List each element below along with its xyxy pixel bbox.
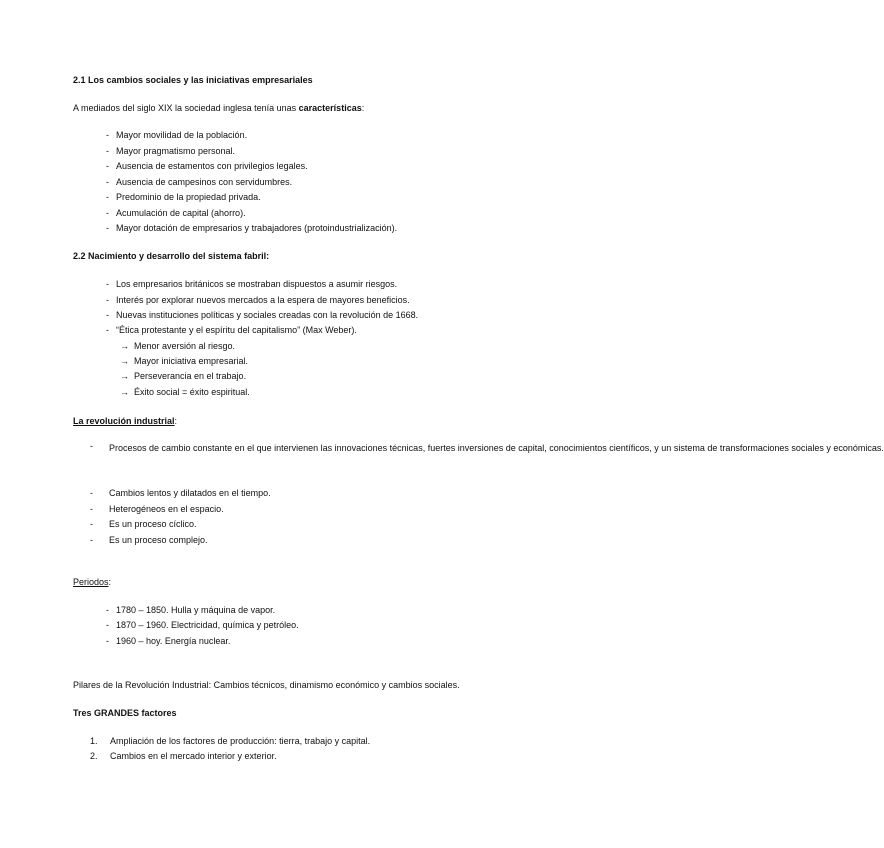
dash-bullet: - <box>106 310 109 320</box>
list-item: - Interés por explorar nuevos mercados a la espera de mayores beneficios. <box>106 295 410 305</box>
pilares-text: Pilares de la Revolución Industrial: Cambios técnicos, dinamismo económico y cambios sociales. <box>73 680 460 690</box>
dash-bullet: - <box>106 192 109 202</box>
list-item: 1. Ampliación de los factores de producción: tierra, trabajo y capital. <box>90 736 371 746</box>
dash-bullet: - <box>106 295 109 305</box>
arrow-right-icon: → <box>120 371 129 381</box>
list-item: - 1870 – 1960. Electricidad, química y petróleo. <box>106 620 299 630</box>
dash-bullet: - <box>106 279 109 289</box>
factores-title: Tres GRANDES factores <box>73 708 177 718</box>
dash-bullet: - <box>90 488 93 498</box>
list-item: 2. Cambios en el mercado interior y exterior. <box>90 751 277 761</box>
list-item: - Acumulación de capital (ahorro). <box>106 208 246 218</box>
intro-suffix: : <box>361 103 365 113</box>
dash-bullet: - <box>106 177 109 187</box>
list-item: - “Ética protestante y el espíritu del capitalismo” (Max Weber). <box>106 325 357 335</box>
list-item: - Mayor dotación de empresarios y trabajadores (protoindustrialización). <box>106 223 398 233</box>
list-item: - Cambios lentos y dilatados en el tiempo. <box>90 488 271 498</box>
list-item: - 1780 – 1850. Hulla y máquina de vapor. <box>106 605 276 615</box>
list-item: - Los empresarios británicos se mostraban dispuestos a asumir riesgos. <box>106 279 398 289</box>
list-item: - Mayor pragmatismo personal. <box>106 146 236 156</box>
dash-bullet: - <box>90 519 93 529</box>
list-item: - Nuevas instituciones políticas y sociales creadas con la revolución de 1668. <box>106 310 419 320</box>
list-item: - Ausencia de estamentos con privilegios legales. <box>106 161 308 171</box>
arrow-item: → Perseverancia en el trabajo. <box>120 371 247 381</box>
dash-bullet: - <box>90 535 93 545</box>
arrow-right-icon: → <box>120 356 129 366</box>
periodos-heading: Periodos: <box>73 577 112 587</box>
dash-bullet: - <box>106 605 109 615</box>
dash-bullet: - <box>90 504 93 514</box>
arrow-right-icon: → <box>120 387 129 397</box>
section-2-2-title: 2.2 Nacimiento y desarrollo del sistema fabril: <box>73 251 270 261</box>
dash-bullet: - <box>106 325 109 335</box>
list-item: - Predominio de la propiedad privada. <box>106 192 261 202</box>
list-item: - 1960 – hoy. Energía nuclear. <box>106 636 231 646</box>
list-item: - Ausencia de campesinos con servidumbres. <box>106 177 293 187</box>
dash-bullet: - <box>106 636 109 646</box>
arrow-item: → Éxito social = éxito espiritual. <box>120 387 250 397</box>
intro-bold: características <box>298 103 362 113</box>
dash-bullet: - <box>90 441 93 451</box>
list-number: 1. <box>90 736 98 746</box>
dash-bullet: - <box>106 146 109 156</box>
list-number: 2. <box>90 751 98 761</box>
intro-prefix: A mediados del siglo XIX la sociedad inglesa tenía unas <box>73 103 299 113</box>
dash-bullet: - <box>106 208 109 218</box>
arrow-item: → Menor aversión al riesgo. <box>120 341 236 351</box>
section-2-1-intro <box>73 103 364 114</box>
dash-bullet: - <box>106 161 109 171</box>
arrow-right-icon: → <box>120 341 129 351</box>
list-item-text: Procesos de cambio constante en el que intervienen las innovaciones técnicas, fuertes inversiones de capital, conocimientos científicos, y un sistema de transformaciones sociales y económicas. <box>109 443 884 453</box>
section-2-1-title: 2.1 Los cambios sociales y las iniciativas empresariales <box>73 75 313 85</box>
list-item <box>90 441 109 452</box>
list-item: - Mayor movilidad de la población. <box>106 130 248 140</box>
dash-bullet: - <box>106 620 109 630</box>
list-item: - Heterogéneos en el espacio. <box>90 504 224 514</box>
dash-bullet: - <box>106 130 109 140</box>
list-item: - Es un proceso cíclico. <box>90 519 197 529</box>
list-item: - Es un proceso complejo. <box>90 535 208 545</box>
revolucion-heading: La revolución industrial: <box>73 416 178 426</box>
arrow-item: → Mayor iniciativa empresarial. <box>120 356 249 366</box>
dash-bullet: - <box>106 223 109 233</box>
